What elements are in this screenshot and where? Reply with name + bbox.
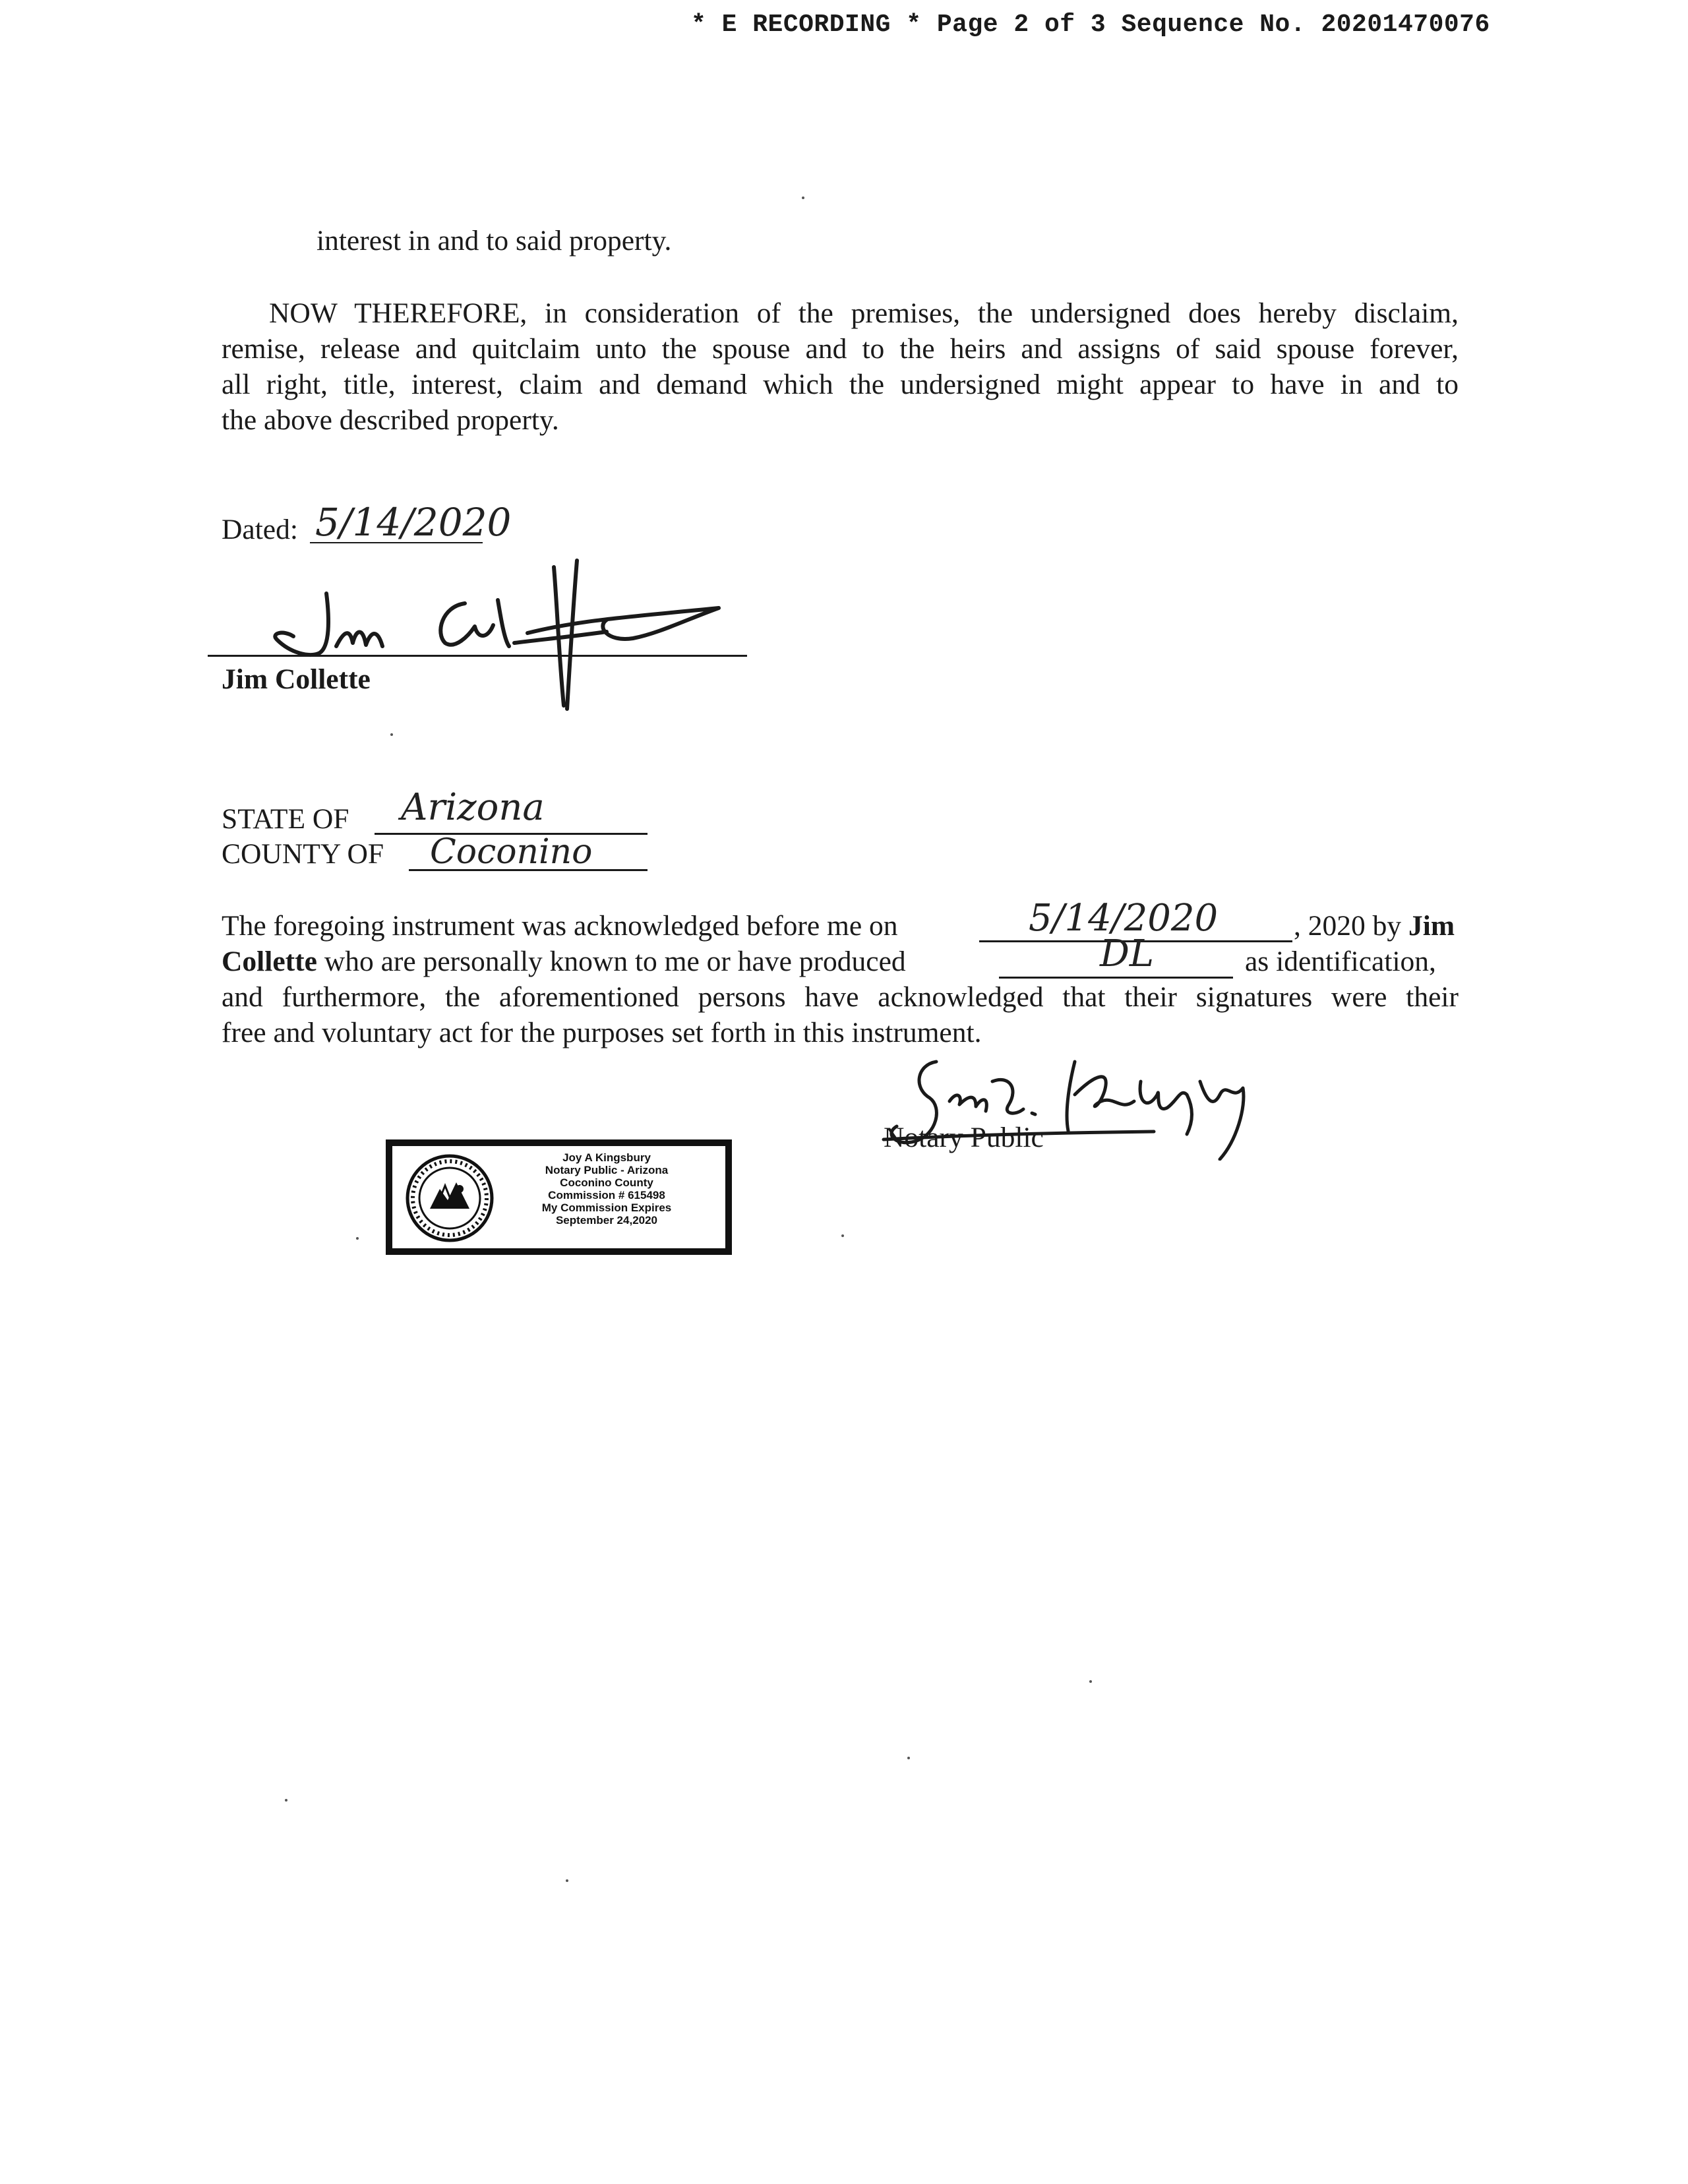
scan-speck bbox=[841, 1234, 844, 1237]
seal-text bbox=[508, 1151, 706, 1227]
scan-speck bbox=[356, 1237, 359, 1240]
now-therefore-paragraph bbox=[222, 295, 1459, 438]
intro-line: interest in and to said property. bbox=[316, 225, 672, 257]
seal-line: Commission # 615498 bbox=[548, 1189, 665, 1201]
scan-speck bbox=[566, 1879, 568, 1882]
state-seal-icon bbox=[400, 1153, 499, 1244]
scan-speck bbox=[1089, 1680, 1092, 1683]
scan-speck bbox=[802, 197, 804, 199]
ack-text: free and voluntary act for the purposes set forth in this instrument. bbox=[222, 1017, 982, 1048]
seal-line: Joy A Kingsbury bbox=[562, 1151, 651, 1164]
signature-line bbox=[208, 655, 747, 657]
county-value-handwritten: Coconino bbox=[430, 832, 593, 872]
notary-seal-stamp bbox=[386, 1139, 732, 1255]
ack-name: Collette bbox=[222, 946, 317, 977]
seal-line: My Commission Expires bbox=[541, 1201, 672, 1214]
ack-line-2-tail: as identification, bbox=[1245, 946, 1436, 977]
ack-line-2 bbox=[222, 944, 906, 979]
ack-name: Jim bbox=[1408, 910, 1455, 942]
paragraph-line: remise, release and quitclaim unto the spouse and to the heirs and assigns of said spouse forever, bbox=[222, 333, 1459, 365]
ack-line-1 bbox=[222, 908, 898, 944]
dated-underline bbox=[310, 542, 483, 543]
ack-id-handwritten: DL bbox=[1100, 932, 1155, 975]
signatory-name: Jim Collette bbox=[222, 663, 371, 695]
seal-line: September 24,2020 bbox=[555, 1214, 658, 1227]
scan-speck bbox=[390, 733, 393, 736]
state-label: STATE OF bbox=[222, 803, 349, 835]
ack-date-handwritten: 5/14/2020 bbox=[1029, 897, 1219, 940]
ack-text: The foregoing instrument was acknowledged before me on bbox=[222, 910, 898, 942]
ack-line-3 bbox=[222, 979, 1459, 1050]
county-underline bbox=[409, 869, 648, 871]
seal-line: Notary Public - Arizona bbox=[545, 1164, 669, 1176]
dated-value-handwritten: 5/14/2020 bbox=[315, 500, 512, 545]
ack-text: , 2020 by bbox=[1294, 910, 1402, 942]
paragraph-line: the above described property. bbox=[222, 404, 559, 436]
scan-speck bbox=[285, 1799, 287, 1802]
ack-text: who are personally known to me or have produced bbox=[324, 946, 906, 977]
ack-text: and furthermore, the aforementioned persons have acknowledged that their signatures were their bbox=[222, 981, 1459, 1013]
ack-id-underline bbox=[999, 977, 1233, 979]
dated-label: Dated: bbox=[222, 514, 298, 545]
scan-speck bbox=[907, 1757, 910, 1759]
paragraph-line: all right, title, interest, claim and demand which the undersigned might appear to have in and to bbox=[222, 369, 1459, 400]
county-label: COUNTY OF bbox=[222, 838, 384, 870]
ack-line-1-tail bbox=[1294, 908, 1455, 944]
seal-line: Coconino County bbox=[560, 1176, 653, 1189]
state-value-handwritten: Arizona bbox=[401, 786, 545, 829]
notary-public-label: Notary Public bbox=[884, 1122, 1044, 1153]
paragraph-line: NOW THEREFORE, in consideration of the premises, the undersigned does hereby disclaim, bbox=[269, 297, 1459, 329]
recording-header: * E RECORDING * Page 2 of 3 Sequence No. 20201470076 bbox=[691, 11, 1490, 39]
